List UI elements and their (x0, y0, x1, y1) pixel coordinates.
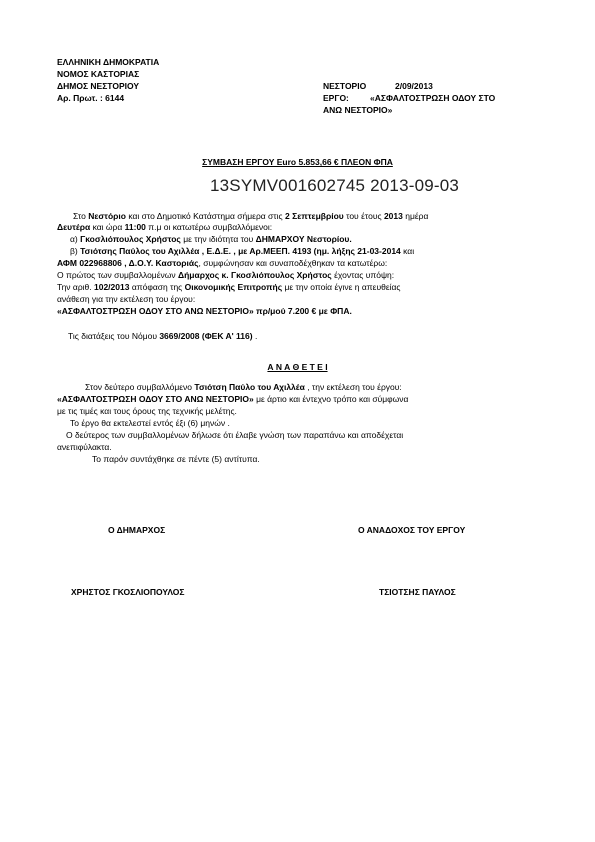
body-line-9: «ΑΣΦΑΛΤΟΣΤΡΩΣΗ ΟΔΟΥ ΣΤΟ ΑΝΩ ΝΕΣΤΟΡΙΟ» πρ/μού 7.200 € με ΦΠΑ. (57, 306, 352, 316)
signature-mayor-title: Ο ΔΗΜΑΡΧΟΣ (108, 525, 166, 535)
header-prefecture: ΝΟΜΟΣ ΚΑΣΤΟΡΙΑΣ (57, 69, 140, 79)
body2-line-7: Το παρόν συντάχθηκε σε πέντε (5) αντίτυπα. (92, 454, 260, 464)
body-line-1: Στο Νεστόριο και στο Δημοτικό Κατάστημα σήμερα στις 2 Σεπτεμβρίου του έτους 2013 ημέρα (73, 211, 429, 221)
header-country: ΕΛΛΗΝΙΚΗ ΔΗΜΟΚΡΑΤΙΑ (57, 57, 160, 67)
header-ergo-title-line2: ΑΝΩ ΝΕΣΤΟΡΙΟ» (323, 105, 393, 115)
law-reference: Τις διατάξεις του Νόμου 3669/2008 (ΦΕΚ Α' 116) . (68, 331, 258, 341)
body2-line-6: ανεπιφύλακτα. (57, 442, 112, 452)
body2-line-4: Το έργο θα εκτελεστεί εντός έξι (6) μηνών . (70, 418, 230, 428)
body-line-5: ΑΦΜ 022968806 , Δ.Ο.Υ. Καστοριάς, συμφώνησαν και συναποδέχθηκαν τα κατωτέρω: (57, 258, 388, 268)
body2-line-3: με τις τιμές και τους όρους της τεχνικής μελέτης. (57, 406, 237, 416)
body2-line-1: Στον δεύτερο συμβαλλόμενο Τσιότση Παύλο του Αχιλλέα , την εκτέλεση του έργου: (85, 382, 402, 392)
header-ergo-title-line1: «ΑΣΦΑΛΤΟΣΤΡΩΣΗ ΟΔΟΥ ΣΤΟ (370, 93, 496, 103)
body-line-4: β) Τσιότσης Παύλος του Αχιλλέα , Ε.Δ.Ε. , με Αρ.ΜΕΕΠ. 4193 (ημ. λήξης 21-03-2014 και (70, 246, 415, 256)
ada-stamp: 13SYMV001602745 2013-09-03 (210, 176, 460, 195)
anathetei-heading: Α Ν Α Θ Ε Τ Ε Ι (267, 362, 328, 372)
body-line-8: ανάθεση για την εκτέλεση του έργου: (57, 294, 196, 304)
body2-line-5: Ο δεύτερος των συμβαλλομένων δήλωσε ότι έλαβε γνώση των παραπάνω και αποδέχεται (66, 430, 404, 440)
signature-contractor-title: Ο ΑΝΑΔΟΧΟΣ ΤΟΥ ΕΡΓΟΥ (358, 525, 466, 535)
body2-line-2: «ΑΣΦΑΛΤΟΣΤΡΩΣΗ ΟΔΟΥ ΣΤΟ ΑΝΩ ΝΕΣΤΟΡΙΟ» με άρτιο και έντεχνο τρόπο και σύμφωνα (57, 394, 409, 404)
body-line-2: Δευτέρα και ώρα 11:00 π.μ οι κατωτέρω συμβαλλόμενοι: (57, 222, 273, 232)
signature-contractor-name: ΤΣΙΟΤΣΗΣ ΠΑΥΛΟΣ (379, 587, 456, 597)
signature-mayor-name: ΧΡΗΣΤΟΣ ΓΚΟΣΛΙΟΠΟΥΛΟΣ (71, 587, 185, 597)
header-ergo-label: ΕΡΓΟ: (323, 93, 349, 103)
header-place: ΝΕΣΤΟΡΙΟ (323, 81, 367, 91)
contract-title: ΣΥΜΒΑΣΗ ΕΡΓΟΥ Euro 5.853,66 € ΠΛΕΟΝ ΦΠΑ (202, 157, 393, 167)
body-line-3: α) Γκοσλιόπουλος Χρήστος με την ιδιότητα του ΔΗΜΑΡΧΟΥ Νεστορίου. (70, 234, 352, 244)
header-date: 2/09/2013 (395, 81, 433, 91)
header-municipality: ΔΗΜΟΣ ΝΕΣΤΟΡΙΟΥ (57, 81, 140, 91)
body-line-6: Ο πρώτος των συμβαλλομένων Δήμαρχος κ. Γκοσλιόπουλος Χρήστος έχοντας υπόψη: (57, 270, 395, 280)
header-protocol-number: Αρ. Πρωτ. : 6144 (57, 93, 125, 103)
body-line-7: Την αριθ. 102/2013 απόφαση της Οικονομικής Επιτροπής με την οποία έγινε η απευθείας (57, 282, 401, 292)
